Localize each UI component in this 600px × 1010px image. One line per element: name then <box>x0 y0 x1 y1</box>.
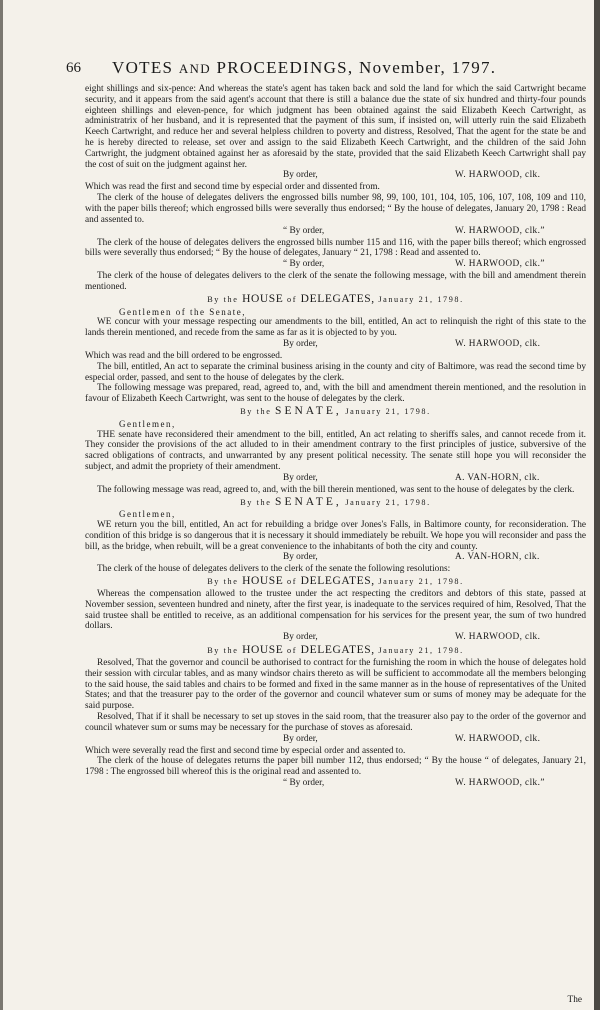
section-heading <box>85 645 586 657</box>
heading-by: By the <box>240 497 272 507</box>
paragraph: Whereas the compensation allowed to the trustee under the act respecting the creditors and debtors of this state, passed at November session, seventeen hundred and ninety, after the first year, is inadequate to the services required of him, Resolved, That the said trustee shall be entitled to receive, as an additional compensation for his services for the present year, the sum of two hundred dollars. <box>85 589 586 632</box>
title-and: AND <box>178 61 211 76</box>
salutation: Gentlemen of the Senate, <box>119 306 246 317</box>
section-heading <box>85 497 586 509</box>
by-order: By order, <box>283 472 318 483</box>
title-proceedings: PROCEEDINGS, <box>216 58 354 77</box>
heading-date: January 21, 1798. <box>345 497 431 507</box>
by-order: “ By order, <box>283 778 325 789</box>
paragraph: The following message was prepared, read, agreed to, and, with the bill and amendment therein mentioned, and the resolution in favour of Elizabeth Keech Cartwright, was sent to the house of delegates by the clerk. <box>85 383 586 405</box>
clerk-name: W. HARWOOD, clk. <box>455 170 541 181</box>
signature-line <box>85 259 586 271</box>
paragraph: Which were severally read the first and second time by especial order and assented to. <box>85 745 406 756</box>
salutation: Gentlemen, <box>119 509 176 520</box>
heading-body: DELEGATES, <box>300 575 375 588</box>
by-order: By order, <box>283 632 318 643</box>
left-page-edge <box>0 0 3 1010</box>
paragraph: The clerk of the house of delegates delivers to the clerk of the senate the following resolutions: <box>97 564 451 575</box>
page-body <box>85 84 586 790</box>
paragraph: The clerk of the house of delegates delivers the engrossed bills number 98, 99, 100, 101, 104, 105, 106, 107, 108, 109 and 110, with the paper bills thereof; which engrossed bills were severally thus endorsed; “ By the house of delegates, January 20, 1798 : Read and assented to. <box>85 193 586 225</box>
heading-of: of <box>287 646 298 656</box>
title-votes: VOTES <box>112 58 174 77</box>
signature-line <box>85 734 586 746</box>
signature-line <box>85 552 586 564</box>
heading-by: By the <box>207 294 239 304</box>
paragraph: Which was read and the bill ordered to be engrossed. <box>85 350 283 361</box>
signature-line <box>85 339 586 351</box>
heading-date: January 21, 1798. <box>378 646 464 656</box>
by-order: By order, <box>283 338 318 349</box>
right-page-edge <box>594 0 600 1010</box>
signature-line <box>85 778 586 790</box>
heading-date: January 21, 1798. <box>378 294 464 304</box>
section-heading <box>85 294 586 306</box>
clerk-name: W. HARWOOD, clk. <box>455 733 541 744</box>
heading-body: SENATE, <box>275 404 342 417</box>
paragraph: The bill, entitled, An act to separate the criminal business arising in the county and city of Baltimore, was read the second time by especial order, passed, and sent to the house of delegates by the clerk. <box>85 361 586 383</box>
page-number: 66 <box>66 60 81 76</box>
title-date: November, 1797. <box>359 58 497 77</box>
paragraph: The clerk of the house of delegates returns the paper bill number 112, thus endorsed; “ By the house “ of delegates, January 21, 1798 : The engrossed bill whereof this is the original read and assented to. <box>85 756 586 778</box>
by-order: “ By order, <box>283 225 325 236</box>
heading-of: of <box>287 294 298 304</box>
heading-date: January 21, 1798. <box>345 406 431 416</box>
heading-body: SENATE, <box>275 495 342 508</box>
clerk-name: A. VAN-HORN, clk. <box>455 552 540 563</box>
by-order: By order, <box>283 552 318 563</box>
section-heading <box>85 576 586 588</box>
paragraph: Which was read the first and second time by especial order and dissented from. <box>85 182 380 193</box>
paragraph: Resolved, That the governor and council be authorised to contract for the furnishing the room in which the house of delegates hold their session with circular tables, and as many windsor chairs thereto as will be sufficient to accommodate all the members belonging to the said house, the said tables and chairs to be formed and fixed in the same manner as in the house of representatives of the United States; and that the treasurer pay to the order of the governor and council whatever sum or sums of money may be adequate for the said purpose. <box>85 658 586 712</box>
heading-house: HOUSE <box>242 644 284 657</box>
heading-by: By the <box>240 406 272 416</box>
heading-by: By the <box>207 646 239 656</box>
heading-by: By the <box>207 577 239 587</box>
paragraph: THE senate have reconsidered their amendment to the bill, entitled, An act relating to sheriffs sales, and cannot recede from it. They consider the provisions of the act alluded to in their amendment contrary to the first principles of justice, subversive of the sacred obligations of contracts, and unwarranted by any present political necessity. The senate still hope you will reconsider the subject, and admit the propriety of their amendment. <box>85 429 586 472</box>
paragraph: Resolved, That if it shall be necessary to set up stoves in the said room, that the treasurer also pay to the order of the governor and council whatever sum or sums may be necessary for the purchase of stoves as aforesaid. <box>85 712 586 733</box>
clerk-name: W. HARWOOD, clk. <box>455 338 541 349</box>
paragraph: eight shillings and six-pence: And whereas the state's agent has taken back and sold the land for which the said Cartwright became security, and it appears from the said agent's account that there is still a balance due the state of six hundred and thirty-four pounds eighteen shillings and eleven-pence, for which judgment has been obtained against the said Elizabeth Keech Cartwright, as administratrix of her husband, and it is represented that the payment of this sum, if insisted on, will utterly ruin the said Elizabeth Keech Cartwright, and reduce her and several helpless children to poverty and distress, Resolved, That the agent for the state be and he is hereby directed to release, set over and assign to the said Elizabeth Keech Cartwright, and the children of the said John Cartwright, the judgment obtained against her as aforesaid by the state, provided that the said Elizabeth Keech Cartwright shall pay the cost of suit on the judgment against her. <box>85 84 586 170</box>
clerk-name: W. HARWOOD, clk.” <box>455 259 545 270</box>
heading-body: DELEGATES, <box>300 292 375 305</box>
catchword: The <box>567 995 582 1005</box>
clerk-name: A. VAN-HORN, clk. <box>455 472 540 483</box>
signature-line <box>85 170 586 182</box>
signature-line <box>85 632 586 644</box>
paragraph: The following message was read, agreed to, and, with the bill therein mentioned, was sent to the house of delegates by the clerk. <box>97 484 575 495</box>
clerk-name: W. HARWOOD, clk.” <box>455 778 545 789</box>
by-order: By order, <box>283 733 318 744</box>
paragraph: The clerk of the house of delegates delivers to the clerk of the senate the following message, with the bill and amendment therein mentioned. <box>85 271 586 292</box>
by-order: “ By order, <box>283 259 325 270</box>
heading-of: of <box>287 577 298 587</box>
by-order: By order, <box>283 170 318 181</box>
paragraph: The clerk of the house of delegates delivers the engrossed bills number 115 and 116, with the paper bills thereof; which engrossed bills were severally thus endorsed; “ By the house of delegates, January “ 21, 1798 : Read and assented to. <box>85 237 586 259</box>
clerk-name: W. HARWOOD, clk.” <box>455 225 545 236</box>
heading-house: HOUSE <box>242 575 284 588</box>
paragraph: WE return you the bill, entitled, An act for rebuilding a bridge over Jones's Falls, in Baltimore county, for reconsideration. The condition of this bridge is so dangerous that it is necessary it should immediately be rebuilt. We hope you will reconsider and pass the bill, as the bridge, when rebuilt, will be a great convenience to the inhabitants of both the city and county. <box>85 520 586 552</box>
section-heading <box>85 406 586 418</box>
running-title <box>112 58 496 78</box>
heading-body: DELEGATES, <box>300 644 375 657</box>
clerk-name: W. HARWOOD, clk. <box>455 632 541 643</box>
signature-line <box>85 473 586 485</box>
heading-date: January 21, 1798. <box>378 577 464 587</box>
salutation: Gentlemen, <box>119 418 176 429</box>
running-header <box>66 58 560 82</box>
paragraph: WE concur with your message respecting our amendments to the bill, entitled, An act to relinquish the right of this state to the lands therein mentioned, and recede from the same as far as it is objected to by you. <box>85 317 586 339</box>
heading-house: HOUSE <box>242 292 284 305</box>
signature-line <box>85 226 586 238</box>
